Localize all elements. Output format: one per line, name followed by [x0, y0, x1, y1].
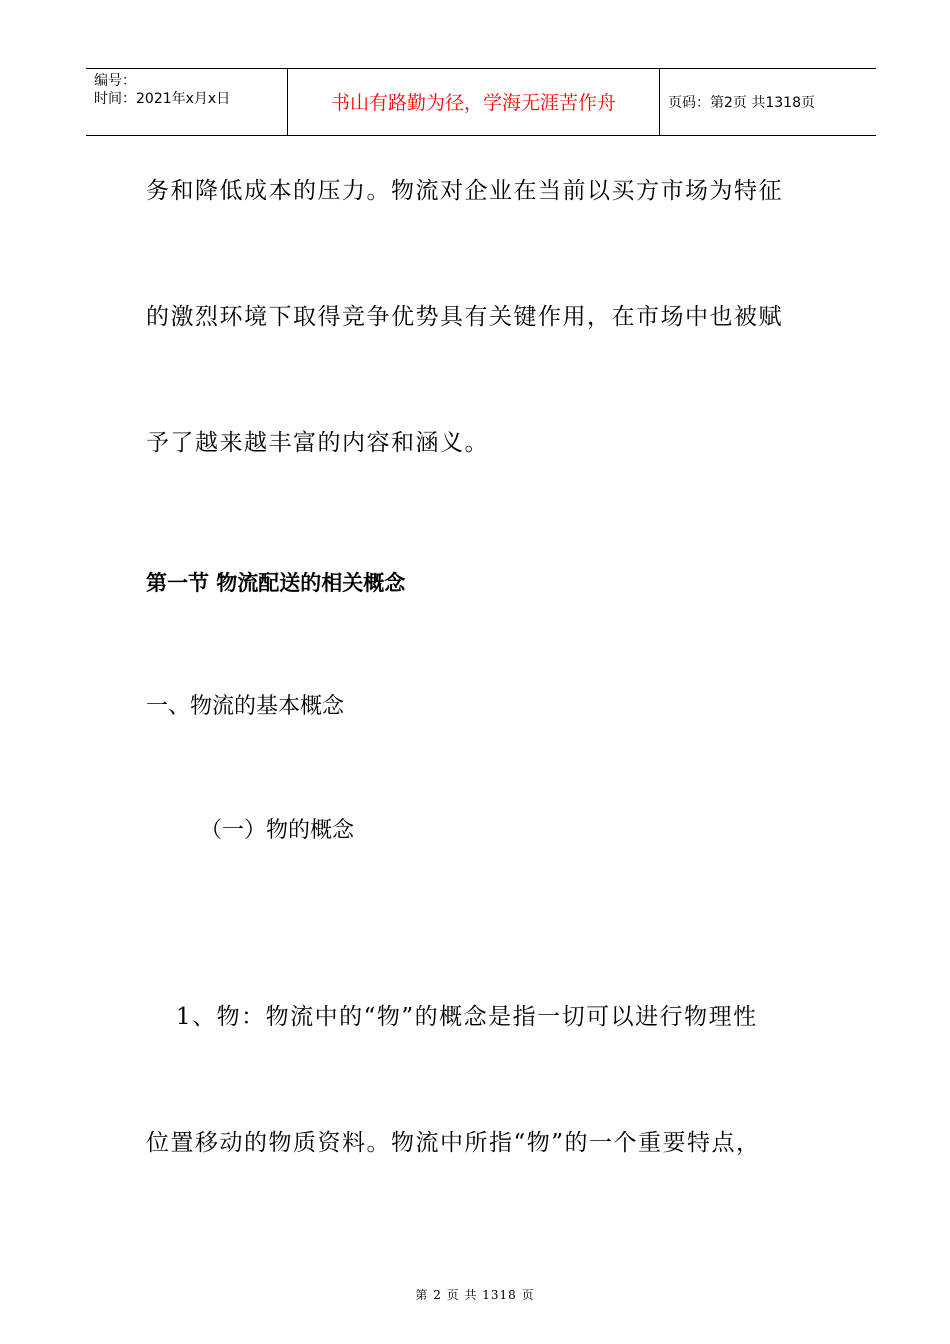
subsection-title: 一、物流的基本概念 — [146, 694, 345, 719]
page-header — [86, 68, 876, 136]
page-footer: 第 2 页 共 1318 页 — [415, 1288, 535, 1302]
paragraph-line: 务和降低成本的压力。物流对企业在当前以买方市场为特征 — [146, 178, 783, 204]
paragraph-line: 予了越来越丰富的内容和涵义。 — [146, 430, 489, 456]
section-title: 第一节 物流配送的相关概念 — [146, 571, 406, 595]
sub-subsection-title: （一）物的概念 — [200, 818, 355, 843]
document-time-label: 时间：2021年x月x日 — [94, 91, 231, 107]
document-number-label: 编号： — [94, 73, 136, 89]
header-motto: 书山有路勤为径，学海无涯苦作舟 — [288, 69, 660, 135]
paragraph-line: 的激烈环境下取得竞争优势具有关键作用，在市场中也被赋 — [146, 304, 783, 330]
paragraph-line: 1、物：物流中的“物”的概念是指一切可以进行物理性 — [176, 1004, 758, 1030]
header-page-info: 页码：第2页 共1318页 — [668, 95, 815, 111]
paragraph-line: 位置移动的物质资料。物流中所指“物”的一个重要特点， — [146, 1130, 761, 1156]
header-meta-cell — [86, 69, 288, 135]
